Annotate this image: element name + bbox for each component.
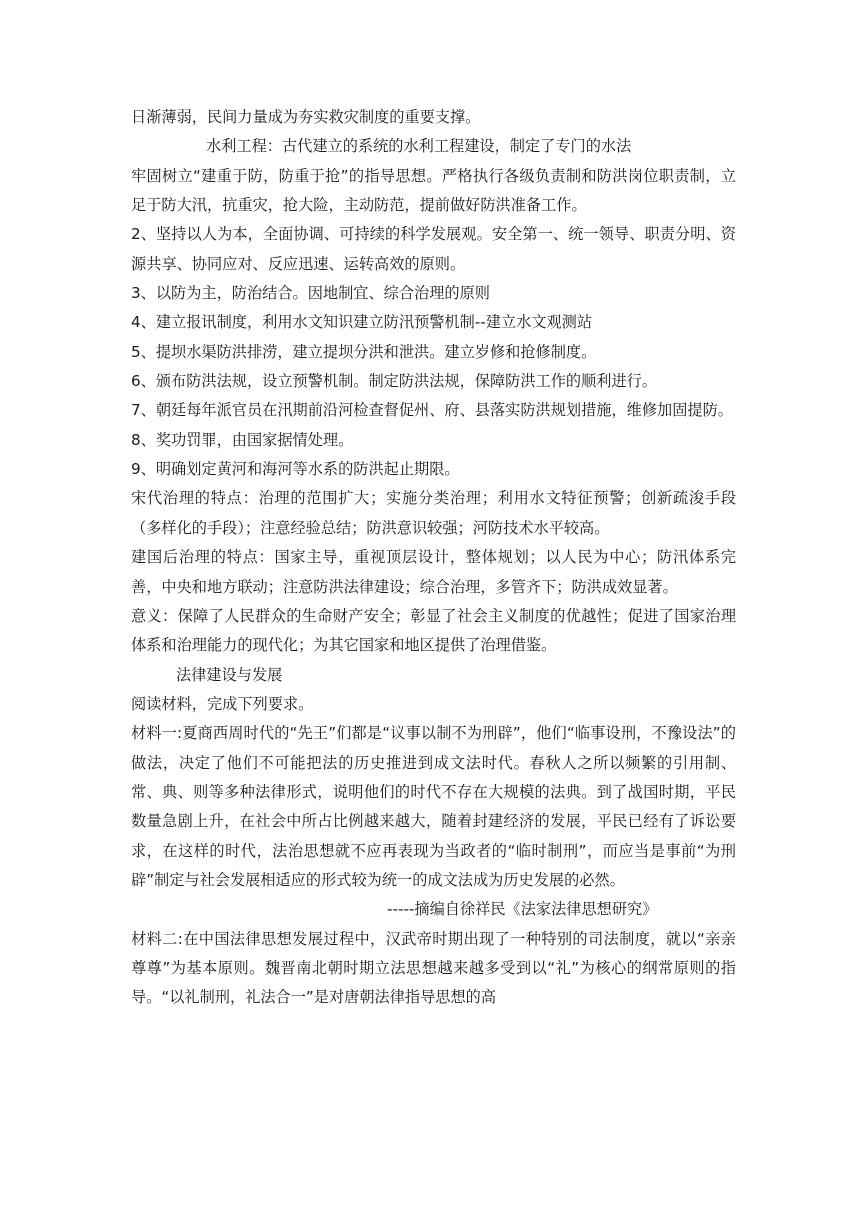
paragraph: 意义：保障了人民群众的生命财产安全；彰显了社会主义制度的优越性；促进了国家治理体系和治理能力的现代化；为其它国家和地区提供了治理借鉴。 — [131, 606, 736, 655]
list-item: 4、建立报讯制度，利用水文知识建立防汛预警机制--建立水文观测站 — [131, 313, 593, 332]
paragraph: 日渐薄弱，民间力量成为夯实救灾制度的重要支撑。 — [131, 108, 481, 126]
material-two: 材料二:在中国法律思想发展过程中，汉武帝时期出现了一种特别的司法制度，就以“亲亲尊尊”为基本原则。魏晋南北朝时期立法思想越来越多受到以“礼”为核心的纲常原则的指导。“以礼制刑，礼法合一”是对唐朝法律指导思想的高 — [131, 929, 736, 1007]
list-item: 8、奖功罚罪，由国家据情处理。 — [131, 430, 354, 449]
paragraph: 牢固树立“建重于防，防重于抢”的指导思想。严格执行各级负责制和防洪岗位职责制，立足于防大汛，抗重灾，抢大险，主动防范，提前做好防洪准备工作。 — [131, 166, 736, 215]
list-item: 5、提坝水渠防洪排涝，建立提坝分洪和泄洪。建立岁修和抢修制度。 — [131, 342, 597, 361]
list-item: 6、颁布防洪法规，设立预警机制。制定防洪法规，保障防洪工作的顺利进行。 — [131, 372, 658, 391]
material-source: -----摘编自徐祥民《法家法律思想研究》 — [387, 900, 658, 919]
paragraph: 宋代治理的特点：治理的范围扩大；实施分类治理；利用水文特征预警；创新疏浚手段（多样化的手段）；注意经验总结；防洪意识较强；河防技术水平较高。 — [131, 489, 736, 537]
paragraph: 阅读材料，完成下列要求。 — [131, 694, 314, 713]
paragraph: 建国后治理的特点：国家主导，重视顶层设计，整体规划；以人民为中心；防汛体系完善，中央和地方联动；注意防洪法律建设；综合治理，多管齐下；防洪成效显著。 — [131, 548, 736, 596]
section-paragraph-water-engineering: 水利工程：古代建立的系统的水利工程建设，制定了专门的水法 — [206, 137, 632, 156]
document-body — [131, 103, 736, 1013]
list-item: 2、坚持以人为本，全面协调、可持续的科学发展观。安全第一、统一领导、职责分明、资源共享、协同应对、反应迅速、运转高效的原则。 — [131, 225, 736, 273]
list-item: 9、明确划定黄河和海河等水系的防洪起止期限。 — [131, 460, 460, 479]
section-heading: 法律建设与发展 — [176, 665, 283, 684]
list-item: 3、以防为主，防治结合。因地制宜、综合治理的原则 — [131, 284, 490, 303]
material-one: 材料一:夏商西周时代的“先王”们都是“议事以制不为刑辟”，他们“临事设刑，不豫设法”的做法，决定了他们不可能把法的历史推进到成文法时代。春秋人之所以频繁的引用制、常、典、则等多种法律形式，说明他们的时代不存在大规模的法典。到了战国时期，平民数量急剧上升，在社会中所占比例越来越大，随着封建经济的发展，平民已经有了诉讼要求，在这样的时代，法治思想就不应再表现为当政者的“临时制刑”，而应当是事前“为刑辟”制定与社会发展相适应的形式较为统一的成文法成为历史发展的必然。 — [131, 724, 736, 889]
list-item: 7、朝廷每年派官员在汛期前沿河检查督促州、府、县落实防洪规划措施，维修加固提防。 — [131, 401, 733, 420]
